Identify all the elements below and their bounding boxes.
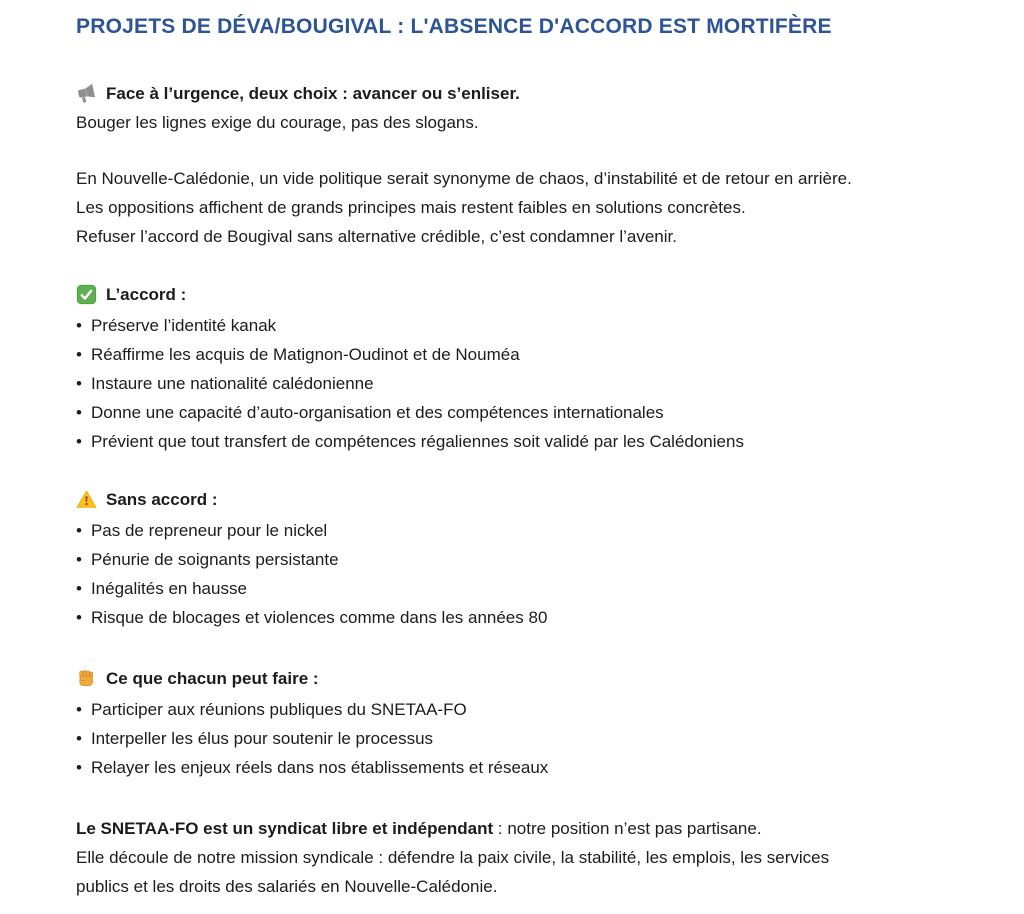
list-item: • Prévient que tout transfert de compétences régaliennes soit validé par les Calédoniens: [76, 427, 958, 456]
accord-bullet-list: [76, 311, 958, 456]
list-item: • Inégalités en hausse: [76, 574, 958, 603]
footer-line: Elle découle de notre mission syndicale : défendre la paix civile, la stabilité, les emplois, les services: [76, 848, 830, 867]
sans-accord-bullet-list: [76, 516, 958, 632]
list-item: • Pénurie de soignants persistante: [76, 545, 958, 574]
check-icon: [76, 284, 97, 305]
list-item: • Réaffirme les acquis de Matignon-Oudinot et de Nouméa: [76, 340, 958, 369]
footer-line: publics et les droits des salariés en Nouvelle-Calédonie.: [76, 877, 498, 896]
intro-heading-row: [76, 79, 958, 108]
footer-lead-bold: Le SNETAA-FO est un syndicat libre et indépendant: [76, 819, 494, 838]
page-title: PROJETS DE DÉVA/BOUGIVAL : L'ABSENCE D'ACCORD EST MORTIFÈRE: [76, 15, 832, 38]
context-line: Les oppositions affichent de grands principes mais restent faibles en solutions concrètes.: [76, 198, 746, 217]
warning-icon: [76, 489, 97, 510]
footer-lead-rest: : notre position n’est pas partisane.: [493, 819, 762, 838]
intro-block: [76, 79, 958, 137]
list-item: • Participer aux réunions publiques du SNETAA-FO: [76, 695, 958, 724]
section-accord: [76, 280, 958, 456]
section-sans-heading: Sans accord :: [106, 490, 218, 509]
fist-icon: [76, 668, 97, 689]
context-paragraph: [76, 164, 958, 251]
list-item: • Pas de repreneur pour le nickel: [76, 516, 958, 545]
section-agir: [76, 664, 958, 782]
list-item: • Donne une capacité d’auto-organisation et des compétences internationales: [76, 398, 958, 427]
context-line: Refuser l’accord de Bougival sans alternative crédible, c’est condamner l’avenir.: [76, 227, 677, 246]
context-line: En Nouvelle-Calédonie, un vide politique serait synonyme de chaos, d’instabilité et de retour en arrière.: [76, 169, 852, 188]
section-agir-heading-row: [76, 664, 958, 693]
intro-heading: Face à l’urgence, deux choix : avancer ou s’enliser.: [106, 84, 520, 103]
footer-lead-line: [76, 814, 958, 843]
agir-bullet-list: [76, 695, 958, 782]
list-item: • Risque de blocages et violences comme dans les années 80: [76, 603, 958, 632]
list-item: • Interpeller les élus pour soutenir le processus: [76, 724, 958, 753]
list-item: • Préserve l’identité kanak: [76, 311, 958, 340]
section-agir-heading: Ce que chacun peut faire :: [106, 669, 319, 688]
intro-subline: Bouger les lignes exige du courage, pas des slogans.: [76, 113, 479, 132]
section-accord-heading: L’accord :: [106, 285, 187, 304]
list-item: • Relayer les enjeux réels dans nos établissements et réseaux: [76, 753, 958, 782]
megaphone-icon: [76, 83, 97, 104]
section-sans-heading-row: [76, 485, 958, 514]
section-sans-accord: [76, 485, 958, 632]
section-accord-heading-row: [76, 280, 958, 309]
footer-paragraph: [76, 814, 958, 901]
list-item: • Instaure une nationalité calédonienne: [76, 369, 958, 398]
